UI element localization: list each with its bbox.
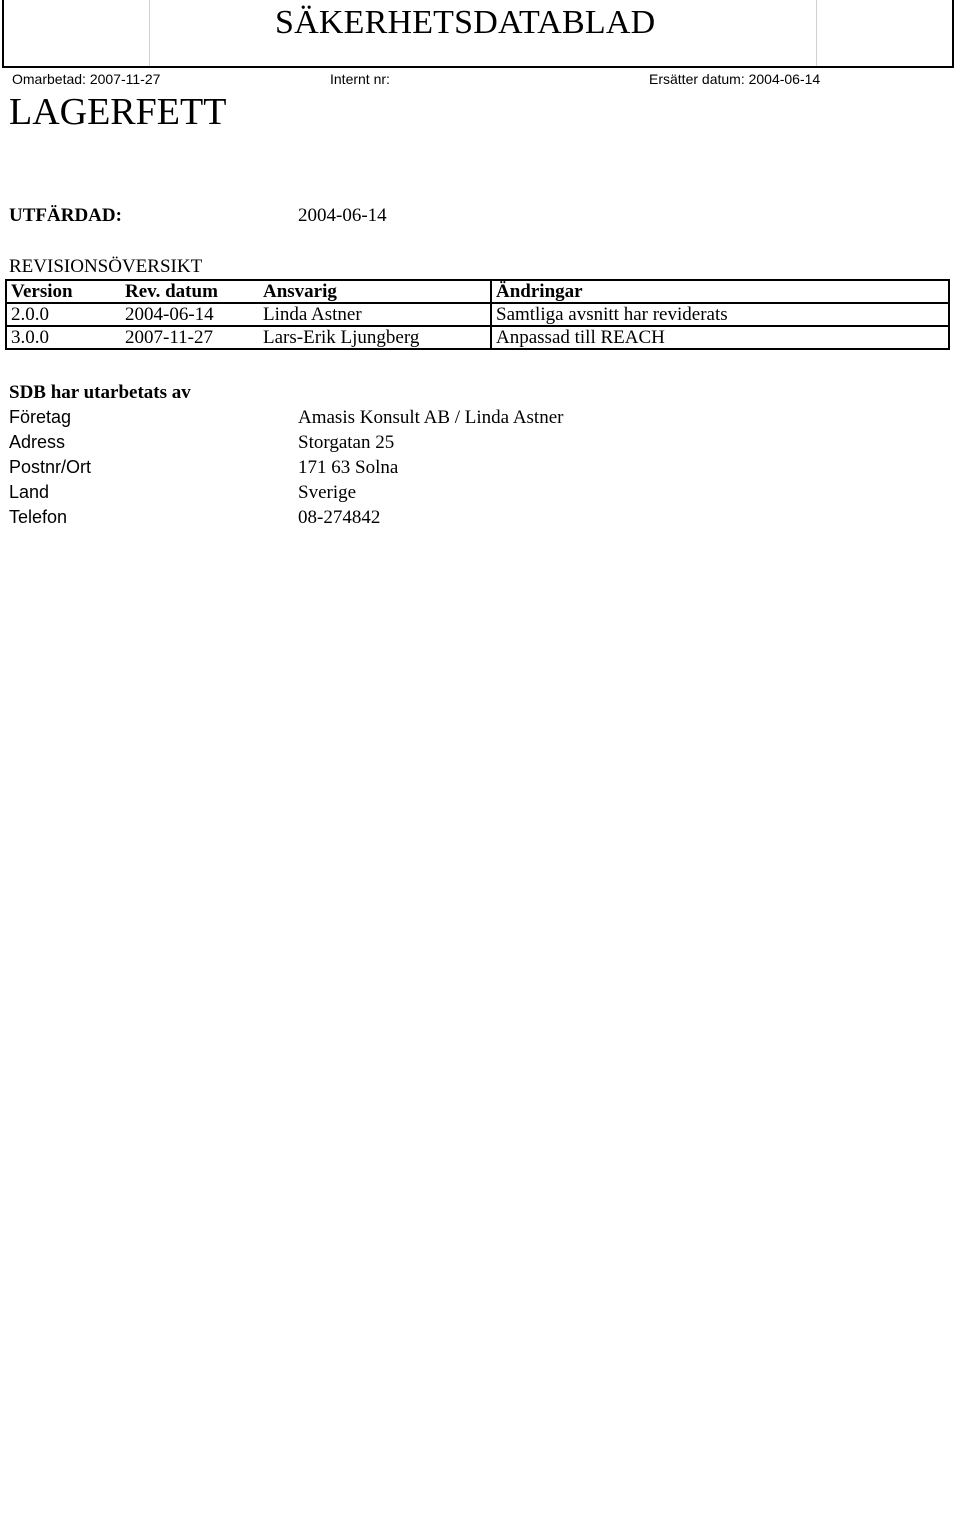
address-value: Storgatan 25: [298, 432, 395, 453]
company-label: Företag: [9, 407, 72, 427]
postal-value: 171 63 Solna: [298, 457, 399, 478]
replaces-date: Ersätter datum: 2004-06-14: [649, 71, 821, 87]
column-header-rev-date: Rev. datum: [121, 280, 259, 303]
phone-value: 08-274842: [298, 507, 381, 528]
cell-rev-date: 2004-06-14: [121, 303, 259, 326]
revision-table: [5, 279, 950, 350]
product-name: LAGERFETT: [9, 91, 227, 133]
header-cell-right: [816, 0, 955, 66]
cell-rev-date: 2007-11-27: [121, 326, 259, 349]
prepared-by-title: SDB har utarbetats av: [9, 382, 191, 403]
issued-label: UTFÄRDAD:: [9, 205, 122, 226]
cell-changes: Samtliga avsnitt har reviderats: [491, 303, 949, 326]
phone-label: Telefon: [9, 507, 68, 527]
cell-version: 3.0.0: [6, 326, 121, 349]
document-meta-row: [0, 71, 960, 89]
cell-responsible: Linda Astner: [259, 303, 491, 326]
revision-overview-title: REVISIONSÖVERSIKT: [9, 256, 203, 277]
cell-responsible: Lars-Erik Ljungberg: [259, 326, 491, 349]
cell-version: 2.0.0: [6, 303, 121, 326]
address-label: Adress: [9, 432, 66, 452]
document-title: SÄKERHETSDATABLAD: [275, 4, 656, 41]
company-value: Amasis Konsult AB / Linda Astner: [298, 407, 564, 428]
table-row: [6, 303, 949, 326]
column-header-responsible: Ansvarig: [259, 280, 491, 303]
column-header-changes: Ändringar: [491, 280, 949, 303]
revised-date: Omarbetad: 2007-11-27: [12, 71, 161, 87]
header-cell-left: [4, 0, 150, 66]
table-header-row: [6, 280, 949, 303]
table-row: [6, 326, 949, 349]
column-header-version: Version: [6, 280, 121, 303]
internal-number: Internt nr:: [330, 71, 390, 87]
country-label: Land: [9, 482, 50, 502]
postal-label: Postnr/Ort: [9, 457, 92, 477]
country-value: Sverige: [298, 482, 357, 503]
issued-date: 2004-06-14: [298, 205, 387, 226]
cell-changes: Anpassad till REACH: [491, 326, 949, 349]
